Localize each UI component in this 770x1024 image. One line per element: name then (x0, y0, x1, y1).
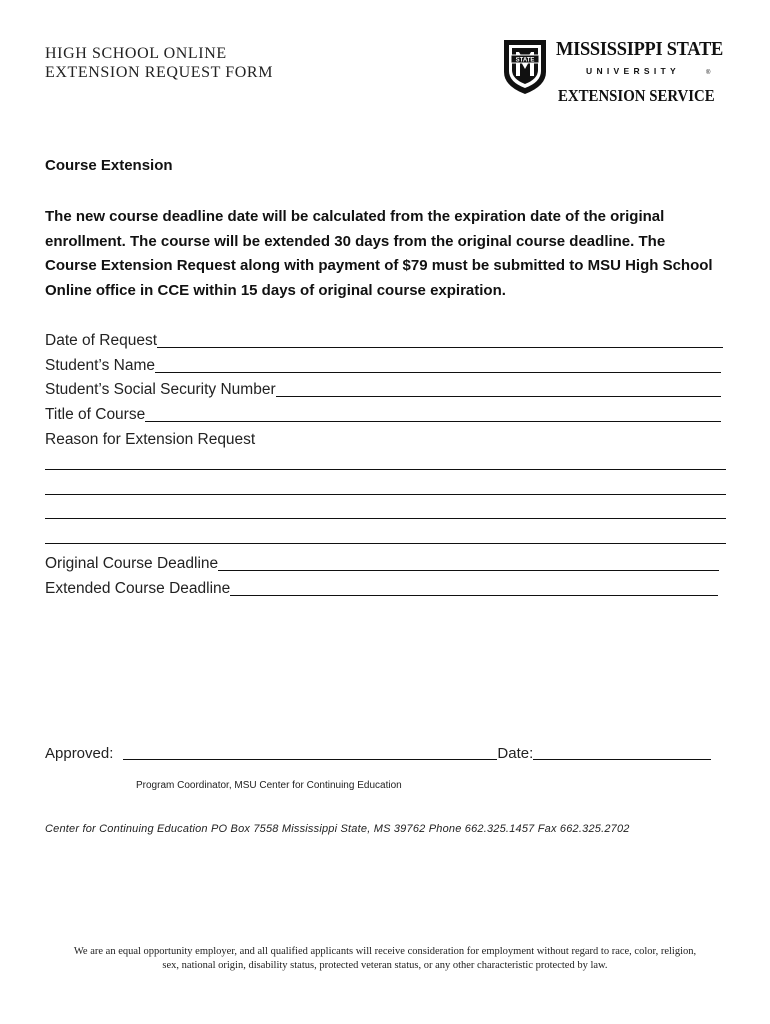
reason-label: Reason for Extension Request (45, 431, 256, 448)
logo-registered-mark: ® (706, 70, 711, 76)
ssn-field[interactable] (45, 377, 721, 399)
reason-field (45, 427, 721, 449)
paragraph-line: enrollment. The course will be extended 30 days from the original course deadline. The (45, 232, 666, 250)
logo-extension-service: EXTENSION SERVICE (558, 86, 715, 105)
approval-row (45, 740, 711, 762)
paragraph-line: Course Extension Request along with payment of $79 must be submitted to MSU High School (45, 257, 713, 274)
approved-date-line[interactable] (533, 759, 711, 760)
original-deadline-line[interactable] (218, 569, 719, 571)
ssn-line[interactable] (276, 395, 721, 397)
paragraph-line: The new course deadline date will be calculated from the expiration date of the original (45, 208, 665, 225)
msu-extension-logo (500, 36, 723, 108)
msu-shield-icon (502, 38, 548, 96)
logo-university: UNIVERSITY (586, 66, 681, 76)
eeo-line-1: We are an equal opportunity employer, and all qualified applicants will receive consideration for employment without regard to race, color, religion, (73, 946, 697, 957)
reason-line-2[interactable] (45, 494, 726, 495)
signer-caption: Program Coordinator, MSU Center for Continuing Education (136, 780, 402, 791)
logo-name: MISSISSIPPI STATE (556, 38, 723, 60)
eeo-statement (30, 945, 740, 973)
ssn-label: Student’s Social Security Number (45, 381, 276, 398)
paragraph-line: Online office in CCE within 15 days of original course expiration. (45, 281, 506, 299)
shield-text: STATE (515, 57, 535, 64)
course-title-line[interactable] (145, 420, 721, 422)
date-of-request-line[interactable] (157, 346, 723, 348)
office-address: Center for Continuing Education PO Box 7558 Mississippi State, MS 39762 Phone 662.325.1457 Fax 662.325.2702 (45, 823, 630, 835)
extended-deadline-label: Extended Course Deadline (45, 580, 231, 597)
extended-deadline-field[interactable] (45, 576, 718, 598)
eeo-line-2: sex, national origin, disability status, protected veteran status, or any other characteristic protected by law. (162, 960, 608, 971)
approved-label: Approved: (45, 745, 114, 762)
original-deadline-label: Original Course Deadline (45, 555, 219, 572)
date-of-request-label: Date of Request (45, 332, 158, 349)
course-title-field[interactable] (45, 402, 721, 424)
reason-line-1[interactable] (45, 469, 726, 470)
student-name-label: Student’s Name (45, 357, 155, 374)
reason-line-4[interactable] (45, 543, 726, 544)
date-of-request-field[interactable] (45, 328, 723, 350)
date-label: Date: (497, 745, 534, 762)
student-name-field[interactable] (45, 353, 721, 375)
student-name-line[interactable] (155, 371, 721, 373)
form-title-line1: HIGH SCHOOL ONLINE (45, 45, 227, 62)
reason-line-3[interactable] (45, 518, 726, 519)
section-heading: Course Extension (45, 157, 173, 174)
course-title-label: Title of Course (45, 406, 146, 423)
approved-signature-line[interactable] (123, 759, 497, 760)
extended-deadline-line[interactable] (230, 594, 718, 596)
original-deadline-field[interactable] (45, 551, 719, 573)
form-title (45, 44, 273, 82)
form-title-line2: EXTENSION REQUEST FORM (45, 64, 274, 81)
instructions-paragraph (45, 205, 735, 303)
